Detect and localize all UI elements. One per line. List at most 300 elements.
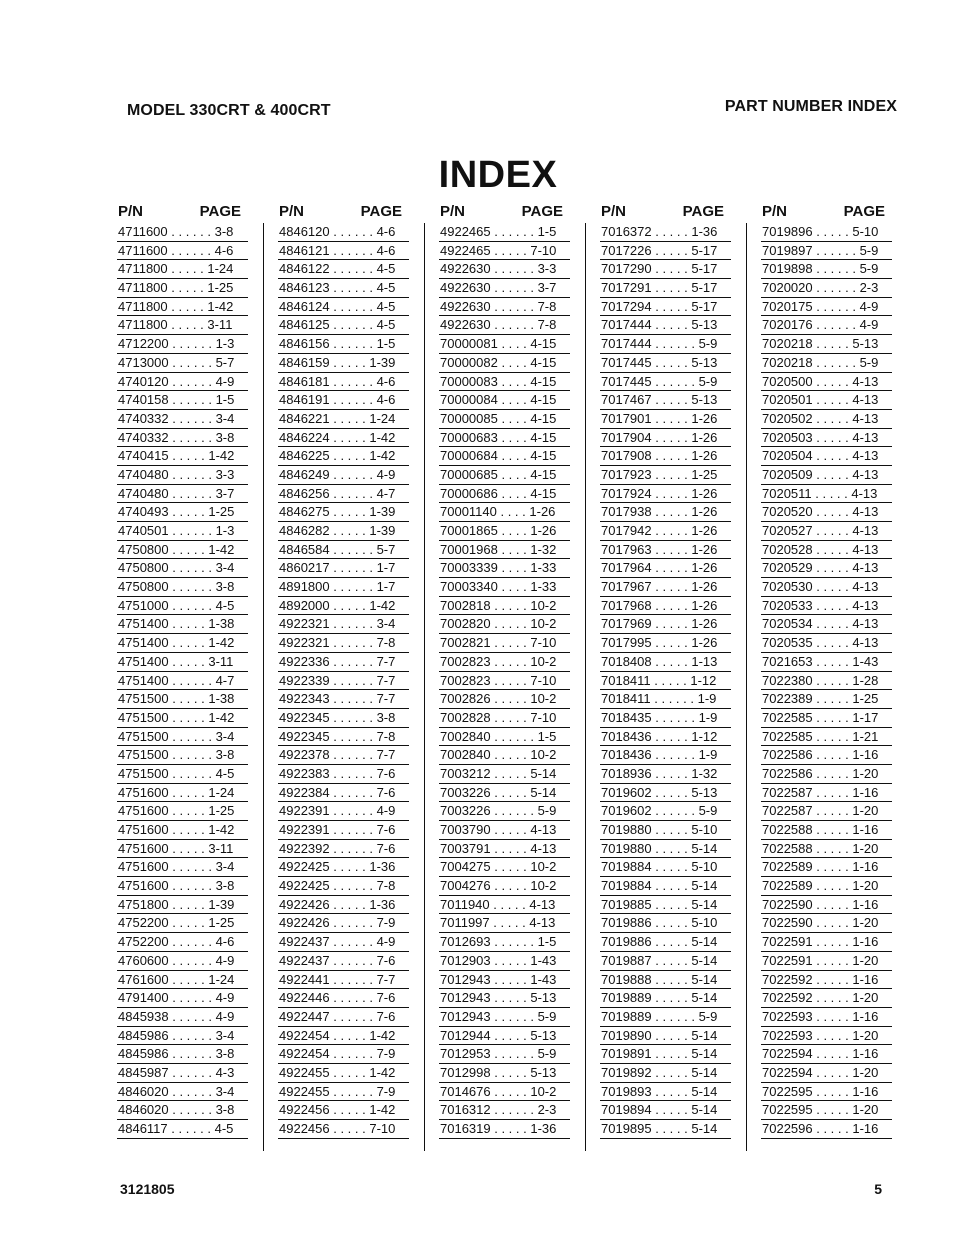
index-entry: [439, 485, 570, 504]
index-entry-text: 7022595 . . . . . 1-16: [762, 1083, 879, 1099]
index-entry-text: 4740415 . . . . . 1-42: [118, 448, 235, 464]
index-entry: [278, 690, 409, 709]
index-entry-text: 4922441 . . . . . . 7-7: [279, 971, 396, 987]
index-entry: [439, 559, 570, 578]
index-entry: [761, 447, 892, 466]
index-entry: [117, 971, 248, 990]
index-entry-text: 7018436 . . . . . 1-12: [601, 728, 718, 744]
index-entry: [600, 559, 731, 578]
index-entry-text: 7002820 . . . . . 10-2: [440, 616, 557, 632]
index-entry: [600, 466, 731, 485]
index-entry: [761, 858, 892, 877]
index-entry-text: 7019895 . . . . . 5-14: [601, 1121, 718, 1136]
index-entry-text: 7022592 . . . . . 1-16: [762, 971, 879, 987]
index-entry-text: 7020020 . . . . . . 2-3: [762, 280, 879, 296]
index-entry-text: 70000684 . . . . 4-15: [440, 448, 557, 464]
index-entry: [278, 1027, 409, 1046]
index-entry: [761, 989, 892, 1008]
index-entry: [439, 784, 570, 803]
page-number: 5: [874, 1181, 882, 1197]
index-entry-text: 4922465 . . . . . 7-10: [440, 242, 557, 258]
index-entry: [117, 447, 248, 466]
index-entry-text: 7017290 . . . . . 5-17: [601, 261, 718, 277]
pn-heading: P/N: [762, 203, 788, 220]
index-entry: [278, 242, 409, 261]
index-entry-text: 70001140 . . . . 1-26: [440, 504, 556, 520]
index-entry-text: 7020535 . . . . . 4-13: [762, 635, 879, 651]
index-entry: [278, 821, 409, 840]
index-entry-text: 7018936 . . . . . 1-32: [601, 765, 718, 781]
index-entry: [117, 765, 248, 784]
index-entry-text: 4846121 . . . . . . 4-6: [279, 242, 396, 258]
index-entry-text: 7019889 . . . . . . 5-9: [601, 1008, 718, 1024]
page-title: INDEX: [438, 154, 558, 196]
index-entry-text: 7022586 . . . . . 1-16: [762, 747, 879, 763]
index-entry: [439, 858, 570, 877]
index-entry-text: 7019884 . . . . . 5-14: [601, 878, 718, 894]
index-entry: [439, 1064, 570, 1083]
index-entry-text: 70000083 . . . . 4-15: [440, 373, 557, 389]
index-entry: [600, 615, 731, 634]
index-entry: [600, 1064, 731, 1083]
column-header: [117, 203, 248, 223]
index-entry: [761, 298, 892, 317]
index-entry: [439, 765, 570, 784]
index-entry: [761, 597, 892, 616]
index-entry-text: 7022588 . . . . . 1-16: [762, 822, 879, 837]
index-entry-text: 4922425 . . . . . . 7-8: [279, 878, 396, 894]
index-entry-text: 7022585 . . . . . 1-17: [762, 709, 879, 725]
index-entry-text: 4751600 . . . . . 1-25: [118, 803, 235, 819]
index-entry: [600, 1120, 731, 1139]
index-entry-text: 4711800 . . . . . 1-24: [118, 261, 234, 277]
index-entry-text: 4752200 . . . . . . 4-6: [118, 934, 235, 950]
index-entry-text: 4740480 . . . . . . 3-3: [118, 466, 235, 482]
index-entry: [600, 933, 731, 952]
index-entry: [439, 1083, 570, 1102]
index-entry: [278, 653, 409, 672]
index-entry: [761, 466, 892, 485]
index-entry-text: 4791400 . . . . . . 4-9: [118, 990, 235, 1006]
index-entry: [600, 709, 731, 728]
index-entry-text: 7019886 . . . . . 5-14: [601, 934, 718, 950]
index-entry: [600, 1045, 731, 1064]
index-entry-text: 7003226 . . . . . . 5-9: [440, 803, 557, 819]
index-entry-text: 4712200 . . . . . . 1-3: [118, 336, 235, 352]
index-entry: [761, 316, 892, 335]
index-entry: [761, 728, 892, 747]
index-entry-text: 4860217 . . . . . . 1-7: [279, 560, 396, 576]
index-entry: [117, 410, 248, 429]
index-entry: [117, 802, 248, 821]
index-entry: [761, 690, 892, 709]
index-entry-text: 4846221 . . . . . 1-24: [279, 410, 396, 426]
index-entry: [761, 503, 892, 522]
index-entry: [439, 971, 570, 990]
index-entry: [600, 746, 731, 765]
index-entry: [761, 1008, 892, 1027]
index-entry-text: 7020176 . . . . . . 4-9: [762, 317, 879, 333]
index-entry: [117, 821, 248, 840]
index-entry-text: 7004275 . . . . . 10-2: [440, 859, 557, 875]
index-entry: [761, 821, 892, 840]
index-entry-text: 7012943 . . . . . . 5-9: [440, 1008, 557, 1024]
index-entry: [117, 634, 248, 653]
index-entry-text: 4846249 . . . . . . 4-9: [279, 466, 396, 482]
index-entry-text: 4846122 . . . . . . 4-5: [279, 261, 396, 277]
index-entry: [278, 373, 409, 392]
index-entry: [600, 410, 731, 429]
index-entry-text: 4891800 . . . . . . 1-7: [279, 579, 396, 595]
index-entry-text: 7017291 . . . . . 5-17: [601, 280, 718, 296]
index-entry-text: 7022586 . . . . . 1-20: [762, 765, 879, 781]
index-entry-text: 4845938 . . . . . . 4-9: [118, 1008, 235, 1024]
index-entry-text: 4922426 . . . . . 1-36: [279, 896, 396, 912]
index-entry-text: 4751600 . . . . . . 3-4: [118, 859, 235, 875]
index-entry-text: 7019880 . . . . . 5-14: [601, 840, 718, 856]
index-entry-text: 4846275 . . . . . 1-39: [279, 504, 396, 520]
section-header: PART NUMBER INDEX: [724, 98, 897, 115]
index-entry: [761, 672, 892, 691]
index-entry: [600, 1101, 731, 1120]
index-entry: [117, 615, 248, 634]
index-entry: [439, 1027, 570, 1046]
index-entry: [117, 223, 248, 242]
index-entry: [439, 391, 570, 410]
index-entry: [117, 466, 248, 485]
index-entry-text: 7020503 . . . . . 4-13: [762, 429, 879, 445]
index-entry-text: 4846020 . . . . . . 3-8: [118, 1102, 235, 1118]
index-entry: [600, 298, 731, 317]
index-entry: [439, 242, 570, 261]
index-entry: [600, 429, 731, 448]
index-entry: [761, 260, 892, 279]
index-entry-text: 4846181 . . . . . . 4-6: [279, 373, 396, 389]
index-entry-text: 4922343 . . . . . . 7-7: [279, 691, 396, 707]
index-entry-text: 70003340 . . . . 1-33: [440, 579, 557, 595]
index-entry-text: 4740158 . . . . . . 1-5: [118, 392, 235, 408]
index-entry-text: 7018435 . . . . . . 1-9: [601, 709, 718, 725]
index-entry: [600, 316, 731, 335]
index-entry: [761, 1064, 892, 1083]
index-entry: [600, 447, 731, 466]
index-entry-text: 4846191 . . . . . . 4-6: [279, 392, 396, 408]
index-entry: [117, 1045, 248, 1064]
index-entry: [761, 1027, 892, 1046]
index-entry-text: 7012693 . . . . . . 1-5: [440, 934, 557, 950]
index-entry-text: 4922425 . . . . . 1-36: [279, 859, 396, 875]
index-entry-text: 4922437 . . . . . . 4-9: [279, 934, 396, 950]
index-entry: [600, 597, 731, 616]
index-entry-text: 7020534 . . . . . 4-13: [762, 616, 879, 632]
index-entry-text: 7020527 . . . . . 4-13: [762, 523, 879, 538]
index-entry: [278, 971, 409, 990]
index-entry: [117, 1008, 248, 1027]
index-entry: [439, 653, 570, 672]
index-entry: [117, 503, 248, 522]
index-entry-text: 4711600 . . . . . . 4-6: [118, 242, 234, 258]
index-entry-text: 4751600 . . . . . . 3-8: [118, 878, 235, 894]
index-entry-text: 4922446 . . . . . . 7-6: [279, 990, 396, 1006]
index-entry: [600, 335, 731, 354]
index-entry: [600, 802, 731, 821]
index-entry: [117, 877, 248, 896]
index-entry-text: 4922378 . . . . . . 7-7: [279, 747, 396, 763]
index-entry: [761, 896, 892, 915]
index-entry: [761, 653, 892, 672]
index-entry-text: 4845986 . . . . . . 3-8: [118, 1046, 235, 1062]
column-divider: [585, 223, 586, 1151]
index-entry: [761, 522, 892, 541]
index-entry: [439, 503, 570, 522]
index-entry-text: 4752200 . . . . . 1-25: [118, 915, 235, 931]
index-entry-text: 7022389 . . . . . 1-25: [762, 691, 879, 707]
index-entry: [117, 709, 248, 728]
index-entry-text: 7020530 . . . . . 4-13: [762, 579, 879, 595]
index-entry: [761, 410, 892, 429]
index-entry-text: 7019897 . . . . . . 5-9: [762, 242, 879, 258]
index-entry: [600, 1083, 731, 1102]
index-entry-text: 4751400 . . . . . 1-38: [118, 616, 235, 632]
index-entry-text: 7018411 . . . . . . 1-9: [601, 691, 717, 707]
index-entry-text: 7019884 . . . . . 5-10: [601, 859, 718, 875]
index-entry: [761, 877, 892, 896]
index-entry-text: 4711800 . . . . . 3-11: [118, 317, 233, 333]
index-entry-text: 70001865 . . . . 1-26: [440, 523, 557, 538]
index-entry: [761, 952, 892, 971]
index-entry-text: 7018408 . . . . . 1-13: [601, 653, 718, 669]
index-entry-text: 7017444 . . . . . . 5-9: [601, 336, 718, 352]
index-entry: [278, 223, 409, 242]
index-entry-text: 7021653 . . . . . 1-43: [762, 653, 879, 669]
index-entry: [600, 690, 731, 709]
index-entry: [117, 914, 248, 933]
index-entry-text: 4750800 . . . . . . 3-8: [118, 579, 235, 595]
index-entry: [761, 391, 892, 410]
index-entry-text: 4751600 . . . . . 1-24: [118, 784, 235, 800]
index-entry-text: 7017294 . . . . . 5-17: [601, 298, 718, 314]
index-entry: [278, 840, 409, 859]
index-entry-text: 7014676 . . . . . 10-2: [440, 1083, 557, 1099]
index-entry: [278, 765, 409, 784]
index-entry: [278, 578, 409, 597]
index-entry-text: 4922391 . . . . . . 7-6: [279, 822, 396, 837]
index-entry-text: 7017964 . . . . . 1-26: [601, 560, 718, 576]
index-entry-text: 7003226 . . . . . 5-14: [440, 784, 557, 800]
index-entry-text: 7022593 . . . . . 1-20: [762, 1027, 879, 1043]
index-entry-text: 7022594 . . . . . 1-20: [762, 1064, 879, 1080]
index-entry: [600, 952, 731, 971]
index-entry-text: 7002840 . . . . . 10-2: [440, 747, 557, 763]
index-entry-text: 4846156 . . . . . . 1-5: [279, 336, 396, 352]
index-entry-text: 7020501 . . . . . 4-13: [762, 392, 879, 408]
index-entry-text: 4922630 . . . . . . 7-8: [440, 317, 557, 333]
index-entry: [278, 728, 409, 747]
index-entry-text: 4846224 . . . . . 1-42: [279, 429, 396, 445]
index-entry-text: 4892000 . . . . . 1-42: [279, 597, 396, 613]
index-entry-text: 7018411 . . . . . 1-12: [601, 672, 717, 688]
index-entry-text: 7017924 . . . . . 1-26: [601, 485, 718, 501]
index-entry: [278, 615, 409, 634]
index-entry-text: 4751500 . . . . . 1-38: [118, 691, 235, 707]
index-entry: [600, 1008, 731, 1027]
index-entry-text: 7017968 . . . . . 1-26: [601, 597, 718, 613]
index-entry: [761, 429, 892, 448]
index-entry: [117, 840, 248, 859]
index-entry: [439, 877, 570, 896]
index-entry: [117, 541, 248, 560]
index-entry-text: 7019891 . . . . . 5-14: [601, 1046, 718, 1062]
index-entry: [761, 784, 892, 803]
index-entry: [439, 914, 570, 933]
index-entry: [600, 896, 731, 915]
index-entry: [117, 279, 248, 298]
index-entry-text: 7020218 . . . . . 5-13: [762, 336, 879, 352]
index-entry-text: 7019894 . . . . . 5-14: [601, 1102, 718, 1118]
index-entry-text: 4740501 . . . . . . 1-3: [118, 523, 235, 538]
index-entry: [278, 634, 409, 653]
index-entry-text: 4740332 . . . . . . 3-4: [118, 410, 235, 426]
index-entry-text: 4713000 . . . . . . 5-7: [118, 354, 235, 370]
page-heading: PAGE: [360, 203, 402, 220]
index-entry: [278, 784, 409, 803]
index-entry-text: 7002823 . . . . . 7-10: [440, 672, 557, 688]
index-entry: [761, 840, 892, 859]
index-entry: [117, 1101, 248, 1120]
index-entry-text: 7020511 . . . . . 4-13: [762, 485, 878, 501]
index-entry-text: 7020533 . . . . . 4-13: [762, 597, 879, 613]
pn-heading: P/N: [601, 203, 627, 220]
index-entry: [117, 784, 248, 803]
index-entry-text: 7022380 . . . . . 1-28: [762, 672, 879, 688]
index-entry: [117, 653, 248, 672]
index-entry: [439, 316, 570, 335]
index-entry: [117, 989, 248, 1008]
index-entry: [117, 597, 248, 616]
index-entry: [117, 354, 248, 373]
index-entry: [278, 559, 409, 578]
index-entry-text: 7002840 . . . . . . 1-5: [440, 728, 557, 744]
pn-heading: P/N: [118, 203, 144, 220]
index-entry-text: 7017904 . . . . . 1-26: [601, 429, 718, 445]
index-entry: [761, 578, 892, 597]
index-entry-text: 4922630 . . . . . . 3-7: [440, 280, 557, 296]
index-entry: [278, 485, 409, 504]
index-entry-text: 4846020 . . . . . . 3-4: [118, 1083, 235, 1099]
index-entry-text: 7002818 . . . . . 10-2: [440, 597, 557, 613]
index-entry: [439, 541, 570, 560]
index-entry-text: 4750800 . . . . . . 3-4: [118, 560, 235, 576]
index-entry-text: 4740480 . . . . . . 3-7: [118, 485, 235, 501]
index-entry: [278, 1120, 409, 1139]
index-entry-text: 7022589 . . . . . 1-20: [762, 878, 879, 894]
index-entry: [761, 485, 892, 504]
index-entry: [600, 728, 731, 747]
index-entry: [439, 672, 570, 691]
index-entry: [439, 597, 570, 616]
index-entry: [278, 541, 409, 560]
index-entry-text: 4751500 . . . . . . 3-8: [118, 747, 235, 763]
index-entry-text: 4846125 . . . . . . 4-5: [279, 317, 396, 333]
index-entry-text: 70000685 . . . . 4-15: [440, 466, 557, 482]
index-entry-text: 4845986 . . . . . . 3-4: [118, 1027, 235, 1043]
index-entry-text: 4750800 . . . . . 1-42: [118, 541, 235, 557]
index-entry: [600, 485, 731, 504]
index-entry: [278, 877, 409, 896]
index-entry: [761, 279, 892, 298]
page-heading: PAGE: [843, 203, 885, 220]
index-entry-text: 4751000 . . . . . . 4-5: [118, 597, 235, 613]
index-entry: [117, 260, 248, 279]
index-entry-text: 7018436 . . . . . . 1-9: [601, 747, 718, 763]
index-entry-text: 4922391 . . . . . . 4-9: [279, 803, 396, 819]
index-entry: [278, 672, 409, 691]
index-column-5: [761, 203, 892, 1139]
index-entry: [761, 1083, 892, 1102]
index-entry-text: 7022595 . . . . . 1-20: [762, 1102, 879, 1118]
index-entry: [600, 354, 731, 373]
index-entry-text: 4751600 . . . . . 1-42: [118, 822, 235, 837]
index-entry-text: 7017444 . . . . . 5-13: [601, 317, 718, 333]
index-entry: [117, 485, 248, 504]
index-entry: [117, 690, 248, 709]
index-entry: [439, 634, 570, 653]
index-entry-text: 7022593 . . . . . 1-16: [762, 1008, 879, 1024]
index-entry: [278, 279, 409, 298]
index-entry-text: 4740493 . . . . . 1-25: [118, 504, 235, 520]
index-entry-text: 7017901 . . . . . 1-26: [601, 410, 718, 426]
index-entry-text: 7020218 . . . . . . 5-9: [762, 354, 879, 370]
index-entry: [600, 223, 731, 242]
column-header: [600, 203, 731, 223]
index-entry: [439, 690, 570, 709]
index-entry-text: 4845987 . . . . . . 4-3: [118, 1064, 235, 1080]
index-entry-text: 7020502 . . . . . 4-13: [762, 410, 879, 426]
index-entry: [761, 765, 892, 784]
index-entry-text: 7022590 . . . . . 1-16: [762, 896, 879, 912]
index-entry: [117, 373, 248, 392]
index-entry-text: 7019890 . . . . . 5-14: [601, 1027, 718, 1043]
index-entry: [439, 709, 570, 728]
index-entry-text: 7003212 . . . . . 5-14: [440, 765, 557, 781]
index-entry-text: 7017963 . . . . . 1-26: [601, 541, 718, 557]
index-entry: [600, 653, 731, 672]
index-entry: [761, 634, 892, 653]
index-entry: [278, 410, 409, 429]
index-entry: [278, 335, 409, 354]
index-entry-text: 7022587 . . . . . 1-20: [762, 803, 879, 819]
index-entry: [117, 896, 248, 915]
index-entry-text: 4922383 . . . . . . 7-6: [279, 765, 396, 781]
index-entry: [278, 260, 409, 279]
index-entry: [600, 373, 731, 392]
index-entry: [439, 578, 570, 597]
index-entry: [278, 1008, 409, 1027]
index-entry: [117, 1027, 248, 1046]
index-entry: [439, 1101, 570, 1120]
column-divider: [263, 223, 264, 1151]
index-entry-text: 7019892 . . . . . 5-14: [601, 1064, 718, 1080]
index-entry: [117, 298, 248, 317]
index-entry: [117, 1083, 248, 1102]
index-entry: [600, 672, 731, 691]
index-entry-text: 4922630 . . . . . . 7-8: [440, 298, 557, 314]
index-entry: [439, 802, 570, 821]
index-entry: [761, 802, 892, 821]
index-entry-text: 7017923 . . . . . 1-25: [601, 466, 718, 482]
index-entry-text: 7017942 . . . . . 1-26: [601, 523, 718, 538]
index-entry: [439, 952, 570, 971]
